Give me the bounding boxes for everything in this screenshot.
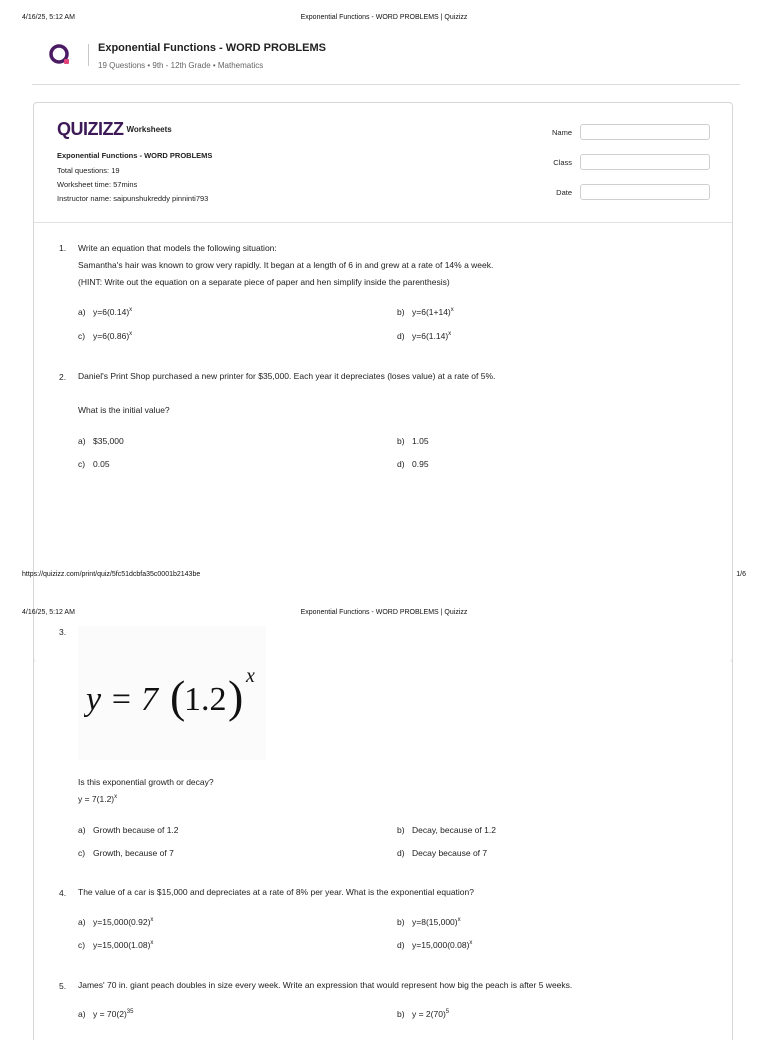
- question-number: 4.: [59, 888, 67, 898]
- option-text: y=6(1.14): [412, 331, 449, 341]
- print-page-number: 1/6: [736, 571, 746, 578]
- option-text: 1.05: [412, 436, 429, 446]
- question-text: Samantha's hair was known to grow very rapidly. It began at a length of 6 in and grew at a rate of 14% a week.: [78, 260, 494, 270]
- option-letter: c): [78, 331, 86, 341]
- option-letter: b): [397, 917, 405, 927]
- option-text: Decay because of 7: [412, 848, 488, 858]
- option-text: y=6(1+14): [412, 307, 451, 317]
- question-text: James' 70 in. giant peach doubles in size every week. Write an expression that would represent how big the peach is after 5 weeks.: [78, 980, 573, 990]
- option-text: y = 2(70): [412, 1009, 446, 1019]
- option-text: y=8(15,000): [412, 917, 458, 927]
- date-field[interactable]: [580, 184, 710, 200]
- answer-option[interactable]: [78, 307, 132, 317]
- answer-option[interactable]: [78, 331, 132, 341]
- question-number: 3.: [59, 627, 67, 637]
- option-text: $35,000: [93, 436, 124, 446]
- option-text: y=15,000(1.08): [93, 940, 151, 950]
- option-text: 0.05: [93, 459, 110, 469]
- option-text: y=6(0.14): [93, 307, 130, 317]
- question-text: The value of a car is $15,000 and depreciates at a rate of 8% per year. What is the exponential equation?: [78, 887, 474, 897]
- answer-option[interactable]: [78, 848, 174, 858]
- answer-option[interactable]: [397, 940, 472, 950]
- option-letter: a): [78, 1009, 86, 1019]
- question-text: [78, 791, 117, 808]
- question-text: Daniel's Print Shop purchased a new printer for $35,000. Each year it depreciates (loses value) at a rate of 5%.: [78, 371, 496, 381]
- equation-close-paren: ): [228, 671, 244, 722]
- equation-lhs: y = 7: [86, 681, 159, 718]
- option-letter: a): [78, 917, 86, 927]
- option-letter: c): [78, 940, 86, 950]
- option-exponent: x: [150, 917, 154, 923]
- worksheet-instructor: Instructor name: saipunshukreddy pinninti793: [57, 194, 209, 203]
- question-text: Write an equation that models the following situation:: [78, 243, 277, 253]
- answer-option[interactable]: [397, 825, 496, 835]
- class-label: Class: [553, 158, 572, 167]
- quizizz-logo-icon: [48, 43, 72, 67]
- question-number: 1.: [59, 243, 67, 253]
- question-number: 2.: [59, 372, 67, 382]
- option-exponent: x: [450, 307, 454, 313]
- option-letter: a): [78, 825, 86, 835]
- print-page-title: Exponential Functions - WORD PROBLEMS | Quizizz: [300, 609, 468, 616]
- print-page-title: Exponential Functions - WORD PROBLEMS | Quizizz: [300, 14, 468, 21]
- option-text: Growth because of 1.2: [93, 825, 179, 835]
- answer-option[interactable]: [397, 331, 451, 341]
- answer-option[interactable]: [78, 825, 179, 835]
- equation-graphic: [84, 660, 264, 732]
- option-letter: c): [78, 848, 86, 858]
- option-text: y=6(0.86): [93, 331, 130, 341]
- equation-exponent: x: [246, 665, 255, 687]
- answer-option[interactable]: [397, 307, 454, 317]
- brand-worksheets-label: Worksheets: [126, 125, 172, 134]
- header-rule: [32, 84, 740, 85]
- option-letter: d): [397, 331, 405, 341]
- option-letter: b): [397, 1009, 405, 1019]
- option-text: 0.95: [412, 459, 429, 469]
- name-field[interactable]: [580, 124, 710, 140]
- worksheet-title: Exponential Functions - WORD PROBLEMS: [57, 151, 213, 160]
- option-letter: c): [78, 459, 86, 469]
- option-text: y=15,000(0.92): [93, 917, 151, 927]
- question-equation: y = 7(1.2): [78, 794, 115, 804]
- answer-option[interactable]: [397, 459, 429, 469]
- answer-option[interactable]: [397, 848, 487, 858]
- equation-open-paren: (: [170, 671, 186, 722]
- option-exponent: x: [448, 331, 452, 337]
- option-letter: b): [397, 825, 405, 835]
- option-exponent: x: [150, 940, 154, 946]
- worksheet-time: Worksheet time: 57mins: [57, 180, 138, 189]
- option-exponent: 35: [126, 1009, 134, 1015]
- option-letter: a): [78, 436, 86, 446]
- equation-base: 1.2: [184, 681, 227, 718]
- option-exponent: x: [457, 917, 461, 923]
- question-text: What is the initial value?: [78, 405, 170, 415]
- answer-option[interactable]: [397, 917, 461, 927]
- option-exponent: 5: [445, 1009, 450, 1015]
- brand-logo: [57, 119, 172, 140]
- quiz-subtitle: 19 Questions • 9th - 12th Grade • Mathematics: [98, 61, 264, 70]
- option-exponent: x: [129, 307, 133, 313]
- option-letter: a): [78, 307, 86, 317]
- question-text: (HINT: Write out the equation on a separate piece of paper and hen simplify inside the parenthesis): [78, 277, 450, 287]
- option-letter: d): [397, 940, 405, 950]
- answer-option[interactable]: [78, 459, 110, 469]
- option-text: Decay, because of 1.2: [412, 825, 496, 835]
- date-label: Date: [556, 188, 572, 197]
- option-letter: d): [397, 848, 405, 858]
- question-number: 5.: [59, 981, 67, 991]
- option-exponent: x: [129, 331, 133, 337]
- print-datetime: 4/16/25, 5:12 AM: [22, 609, 75, 616]
- option-text: Growth, because of 7: [93, 848, 174, 858]
- answer-option[interactable]: [78, 436, 124, 446]
- quiz-title: Exponential Functions - WORD PROBLEMS: [98, 42, 326, 54]
- answer-option[interactable]: [78, 940, 153, 950]
- option-letter: b): [397, 307, 405, 317]
- header-divider: [88, 44, 89, 66]
- option-letter: b): [397, 436, 405, 446]
- answer-option[interactable]: [78, 917, 153, 927]
- option-text: y = 70(2): [93, 1009, 127, 1019]
- card-divider: [34, 222, 732, 223]
- question-equation-exponent: x: [114, 794, 118, 800]
- answer-option[interactable]: [397, 436, 429, 446]
- option-text: y=15,000(0.08): [412, 940, 470, 950]
- brand-wordmark: QUIZIZZ: [57, 119, 124, 139]
- option-letter: d): [397, 459, 405, 469]
- answer-option[interactable]: [397, 1009, 449, 1019]
- option-exponent: x: [469, 940, 473, 946]
- question-text: Is this exponential growth or decay?: [78, 777, 214, 787]
- print-url: https://quizizz.com/print/quiz/5fc51dcbfa35c0001b2143be: [22, 571, 201, 578]
- print-datetime: 4/16/25, 5:12 AM: [22, 14, 75, 21]
- name-label: Name: [551, 128, 572, 137]
- worksheet-total-questions: Total questions: 19: [57, 166, 120, 175]
- class-field[interactable]: [580, 154, 710, 170]
- answer-option[interactable]: [78, 1009, 133, 1019]
